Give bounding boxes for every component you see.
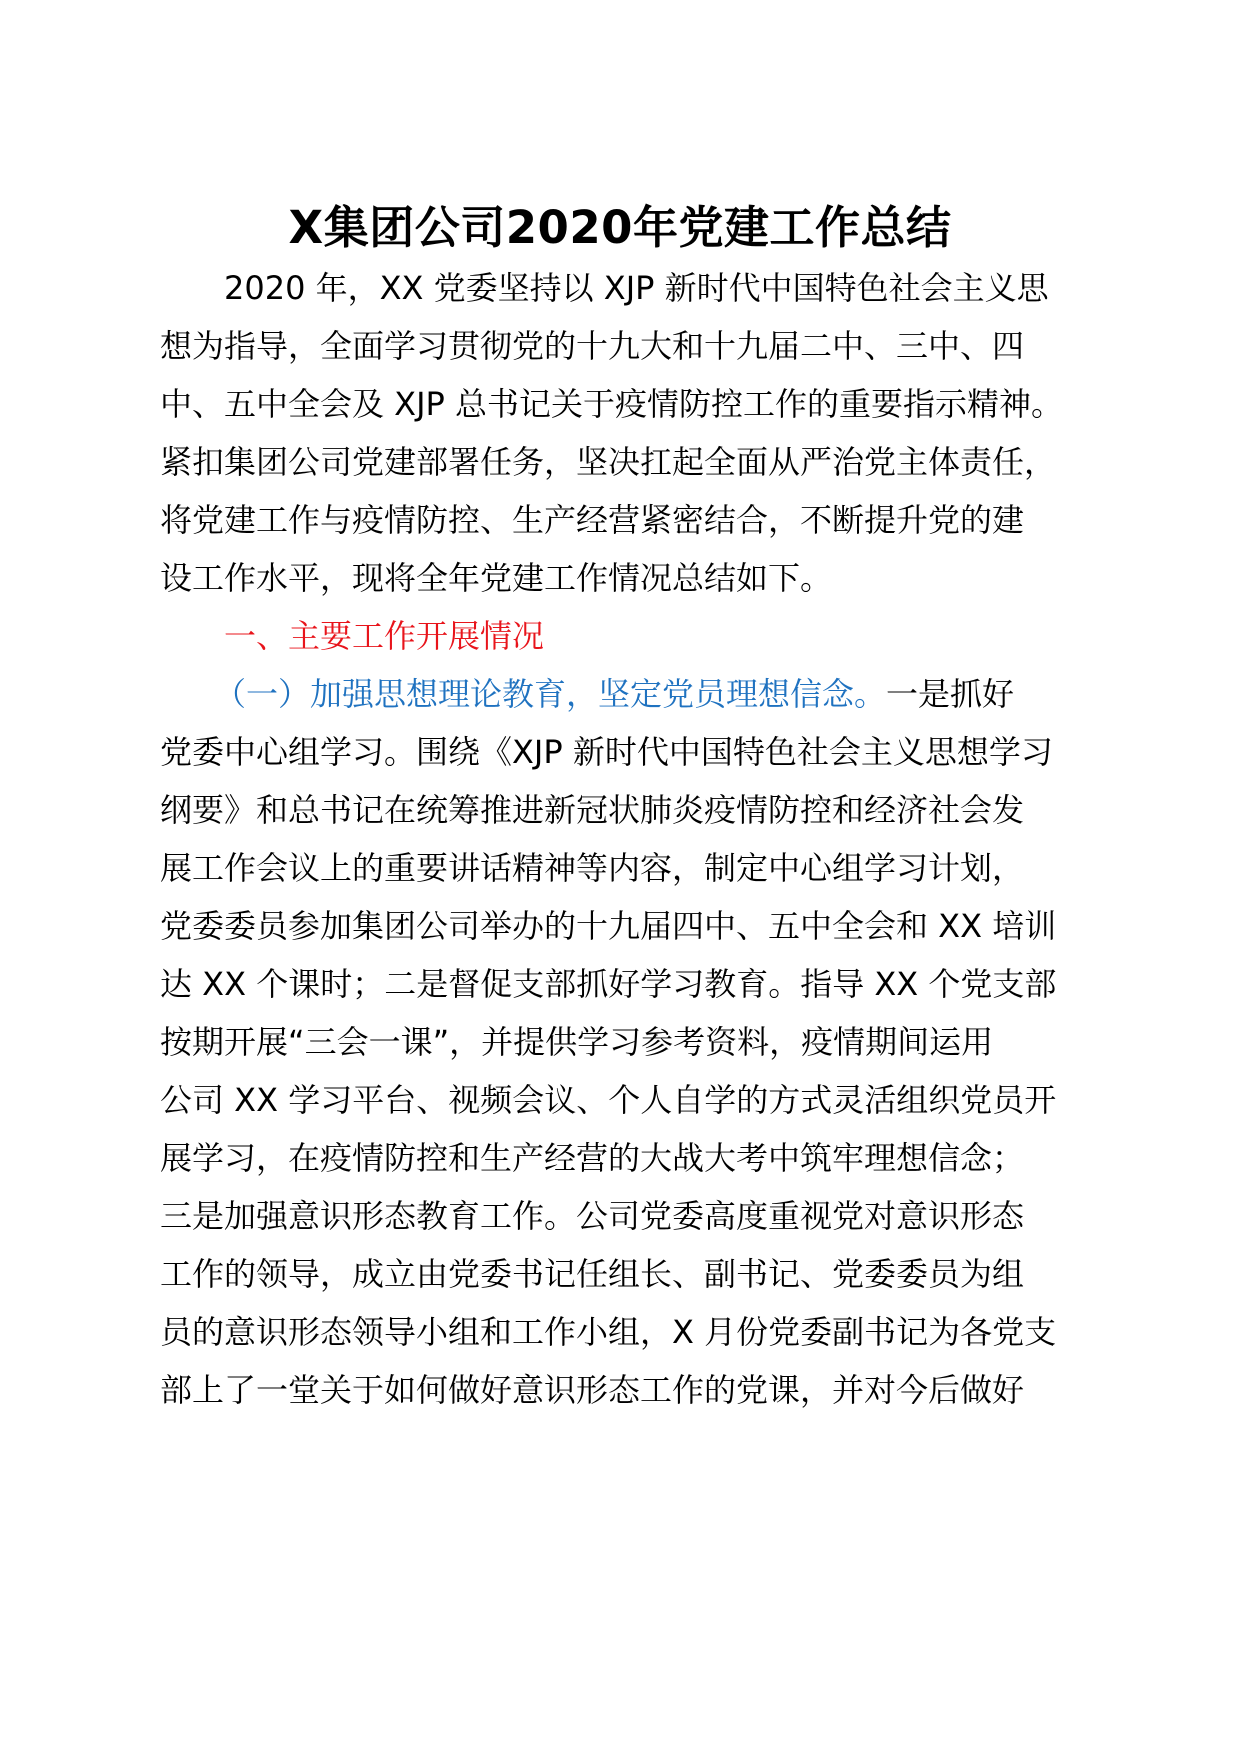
- document-title: X集团公司2020年党建工作总结: [288, 201, 952, 254]
- intro-line: 设工作水平，现将全年党建工作情况总结如下。: [160, 559, 833, 597]
- body-line: 展工作会议上的重要讲话精神等内容，制定中心组学习计划，: [160, 849, 1025, 887]
- body-line: 工作的领导，成立由党委书记任组长、副书记、党委委员为组: [160, 1255, 1025, 1293]
- intro-line: 2020 年，XX 党委坚持以 XJP 新时代中国特色社会主义思: [224, 269, 1049, 307]
- body-line: 三是加强意识形态教育工作。公司党委高度重视党对意识形态: [160, 1197, 1025, 1235]
- subsection-first-line: [214, 672, 1120, 716]
- section-heading: 一、主要工作开展情况: [224, 617, 545, 655]
- body-line: 公司 XX 学习平台、视频会议、个人自学的方式灵活组织党员开: [160, 1081, 1057, 1119]
- body-line: 党委中心组学习。围绕《XJP 新时代中国特色社会主义思想学习: [160, 733, 1053, 771]
- intro-line: 中、五中全会及 XJP 总书记关于疫情防控工作的重要指示精神。: [160, 385, 1064, 423]
- body-line: 党委委员参加集团公司举办的十九届四中、五中全会和 XX 培训: [160, 907, 1057, 945]
- body-line: 按期开展“三会一课”，并提供学习参考资料，疫情期间运用: [160, 1023, 994, 1061]
- body-line: 部上了一堂关于如何做好意识形态工作的党课，并对今后做好: [160, 1371, 1025, 1409]
- body-line: 展学习，在疫情防控和生产经营的大战大考中筑牢理想信念；: [160, 1139, 1025, 1177]
- body-line: 纲要》和总书记在统筹推进新冠状肺炎疫情防控和经济社会发: [160, 791, 1025, 829]
- intro-line: 将党建工作与疫情防控、生产经营紧密结合，不断提升党的建: [160, 501, 1025, 539]
- intro-line: 紧扣集团公司党建部署任务，坚决扛起全面从严治党主体责任，: [160, 443, 1057, 481]
- subsection-heading: （一）加强思想理论教育，坚定党员理想信念。: [214, 675, 887, 713]
- body-line: 达 XX 个课时；二是督促支部抓好学习教育。指导 XX 个党支部: [160, 965, 1057, 1003]
- intro-line: 想为指导，全面学习贯彻党的十九大和十九届二中、三中、四: [160, 327, 1025, 365]
- body-line: 员的意识形态领导小组和工作小组，X 月份党委副书记为各党支: [160, 1313, 1057, 1351]
- subsection-lead-text: 一是抓好: [886, 675, 1015, 713]
